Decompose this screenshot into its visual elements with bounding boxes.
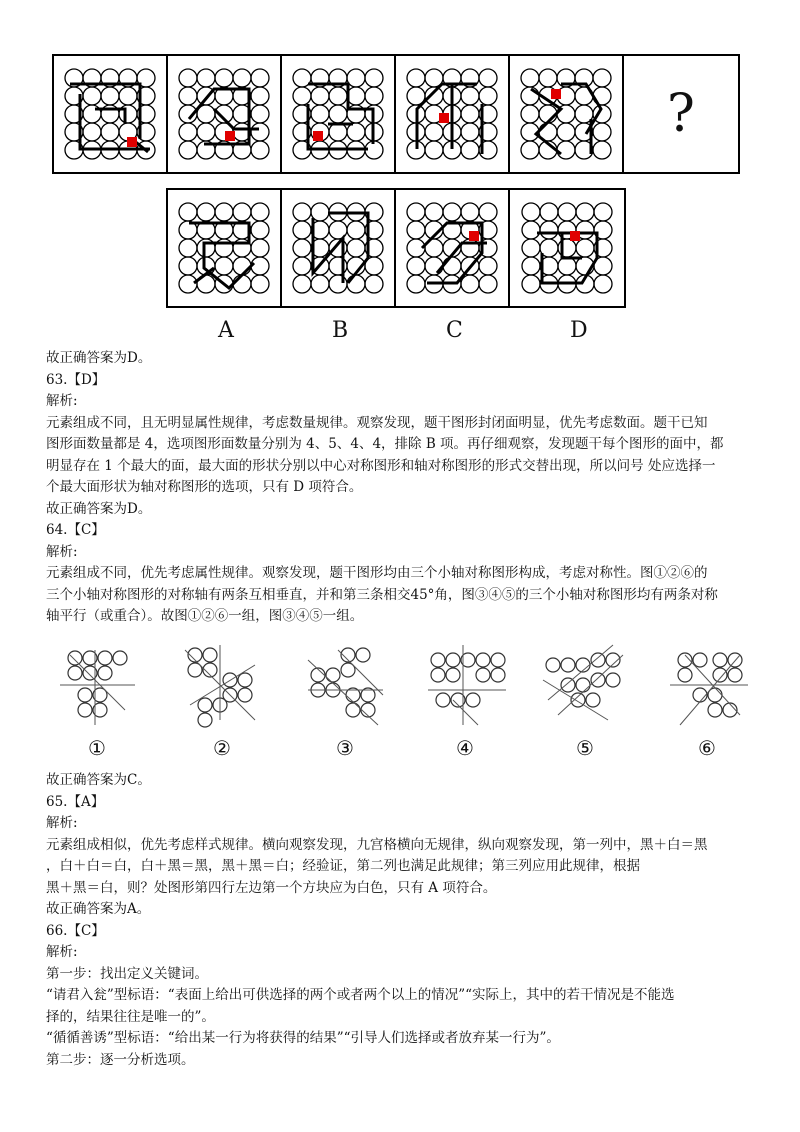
cluster-circle [693, 653, 707, 667]
grid-circle [521, 69, 539, 87]
grid-circle [197, 69, 215, 87]
grid-circle [311, 87, 329, 105]
grid-circle [425, 87, 443, 105]
grid-circle [293, 275, 311, 293]
symmetry-figure-1 [50, 640, 140, 760]
answer-line: 故正确答案为C。 [46, 772, 151, 788]
red-dot [439, 113, 449, 123]
grid-circle [179, 123, 197, 141]
analysis-text: 第一步：找出定义关键词。 [46, 965, 208, 982]
symmetry-figure-2 [175, 640, 265, 760]
grid-circle [425, 141, 443, 159]
grid-circle [329, 87, 347, 105]
analysis-text: 三个小轴对称图形的对称轴有两条互相垂直，并和第三条相交45°角，图③④⑤的三个小轴对称图形均有两条对称 [46, 586, 718, 603]
cluster-circle [198, 713, 212, 727]
cluster-circle [586, 693, 600, 707]
grid-circle [576, 203, 594, 221]
grid-circle [558, 257, 576, 275]
cluster-circle [238, 688, 252, 702]
analysis-text: 轴平行（或重合）。故图①②⑥一组，图③④⑤一组。 [46, 608, 364, 624]
explanation-block-2 [46, 770, 766, 1071]
grid-circle [522, 275, 540, 293]
grid-circle [293, 221, 311, 239]
cluster-circle [356, 648, 370, 662]
cluster-circle [693, 688, 707, 702]
grid-circle [329, 123, 347, 141]
grid-circle [83, 123, 101, 141]
grid-circle [347, 69, 365, 87]
cluster-circle [591, 673, 605, 687]
grid-circle [251, 69, 269, 87]
cluster-circle [198, 698, 212, 712]
grid-circle [461, 275, 479, 293]
grid-circle [365, 275, 383, 293]
question-number: 66.【C】 [46, 922, 105, 939]
grid-circle [251, 239, 269, 257]
option-label-c: C [446, 318, 463, 343]
red-dot [551, 89, 561, 99]
grid-circle [407, 221, 425, 239]
grid-circle [179, 141, 197, 159]
grid-circle [540, 203, 558, 221]
grid-circle [576, 239, 594, 257]
grid-circle [521, 141, 539, 159]
grid-circle [407, 275, 425, 293]
figure-line [313, 213, 368, 283]
analysis-text: 图形面数量都是 4，选项图形面数量分别为 4、5、4、4，排除 B 项。再仔细观察，发现题干每个图形的面中，都 [46, 436, 724, 452]
grid-circle [197, 203, 215, 221]
grid-circle [233, 257, 251, 275]
option-label-b: B [332, 318, 349, 343]
grid-circle [461, 203, 479, 221]
grid-circle [179, 87, 197, 105]
grid-circle [461, 123, 479, 141]
grid-circle [540, 221, 558, 239]
analysis-text: ，白＋白＝白，白＋黑＝黑，黑＋黑＝白；经验证，第二列也满足此规律；第三列应用此规律，根据 [46, 858, 640, 874]
grid-circle [425, 257, 443, 275]
question-figure-4 [396, 56, 510, 172]
grid-circle [557, 141, 575, 159]
option-label-a: A [218, 318, 234, 343]
figure-label-1: ① [88, 736, 106, 760]
red-dot [127, 137, 137, 147]
explanation-block-1 [46, 348, 766, 628]
symmetry-figure-5 [538, 640, 628, 760]
cluster-circle [466, 693, 480, 707]
symmetry-figure-4 [418, 640, 508, 760]
grid-circle [521, 105, 539, 123]
grid-circle [215, 257, 233, 275]
analysis-heading: 解析: [46, 944, 78, 960]
cluster-circle [491, 668, 505, 682]
grid-circle [233, 69, 251, 87]
grid-circle [443, 203, 461, 221]
grid-circle [251, 257, 269, 275]
analysis-text: 择的，结果往往是唯一的”。 [46, 1008, 215, 1025]
cluster-circle [238, 673, 252, 687]
grid-circle [251, 87, 269, 105]
option-label-d: D [570, 318, 588, 343]
red-dot [313, 131, 323, 141]
option-figure-a [168, 190, 282, 306]
option-figure-b [282, 190, 396, 306]
question-figure-2 [168, 56, 282, 172]
answer-line: 故正确答案为D。 [46, 500, 152, 517]
grid-circle [365, 87, 383, 105]
grid-circle [479, 257, 497, 275]
red-dot [469, 231, 479, 241]
cluster-circle [446, 668, 460, 682]
cluster-circle [78, 703, 92, 717]
cluster-circle [446, 653, 460, 667]
grid-circle [594, 275, 612, 293]
cluster-circle [113, 651, 127, 665]
grid-circle [479, 203, 497, 221]
question-number: 64.【C】 [46, 522, 105, 538]
figure-label-4: ④ [456, 736, 474, 760]
grid-circle [522, 221, 540, 239]
grid-circle [461, 87, 479, 105]
grid-circle [539, 69, 557, 87]
cluster-circle [431, 653, 445, 667]
red-dot [570, 231, 580, 241]
grid-circle [83, 87, 101, 105]
grid-circle [593, 123, 611, 141]
grid-circle [425, 123, 443, 141]
grid-circle [443, 257, 461, 275]
grid-circle [251, 141, 269, 159]
grid-circle [293, 203, 311, 221]
cluster-circle [326, 668, 340, 682]
cluster-circle [713, 653, 727, 667]
grid-circle [347, 275, 365, 293]
option-figure-d [510, 190, 624, 306]
option-figure-c [396, 190, 510, 306]
grid-circle [425, 203, 443, 221]
analysis-text: 元素组成不同，且无明显属性规律，考虑数量规律。观察发现，题干图形封闭面明显，优先考虑数面。题干已知 [46, 414, 708, 431]
grid-circle [251, 123, 269, 141]
analysis-text: “循循善诱”型标语：“给出某一行为将获得的结果”“引导人们选择或者放弃某一行为”。 [46, 1030, 560, 1046]
grid-circle [119, 87, 137, 105]
cluster-circle [546, 658, 560, 672]
grid-circle [251, 221, 269, 239]
cluster-circle [708, 703, 722, 717]
cluster-circle [678, 668, 692, 682]
grid-circle [347, 123, 365, 141]
question-number: 63.【D】 [46, 371, 106, 388]
grid-circle [311, 275, 329, 293]
cluster-circle [98, 666, 112, 680]
symmetry-figure-6 [660, 640, 750, 760]
grid-circle [407, 69, 425, 87]
analysis-heading: 解析: [46, 543, 78, 560]
cluster-circle [476, 653, 490, 667]
cluster-circle [728, 668, 742, 682]
grid-circle [251, 275, 269, 293]
analysis-heading: 解析: [46, 393, 78, 409]
cluster-circle [713, 668, 727, 682]
figure-line [189, 223, 254, 288]
symmetry-figure-3 [298, 640, 388, 760]
figure-label-2: ② [213, 736, 231, 760]
cluster-circle [591, 653, 605, 667]
grid-circle [233, 203, 251, 221]
grid-circle [251, 203, 269, 221]
figure-label-3: ③ [336, 736, 354, 760]
symmetry-figure-row [40, 640, 760, 760]
analysis-text: 明显存在 1 个最大的面，最大面的形状分别以中心对称图形和轴对称图形的形式交替出现，所以问号 处应选择一 [46, 457, 716, 474]
figure-label-6: ⑥ [698, 736, 716, 760]
answer-line: 故正确答案为A。 [46, 901, 151, 917]
grid-circle [179, 203, 197, 221]
analysis-text: 个最大面形状为轴对称图形的选项，只有 D 项符合。 [46, 479, 363, 495]
grid-circle [521, 87, 539, 105]
grid-circle [522, 203, 540, 221]
grid-circle [522, 239, 540, 257]
cluster-circle [361, 703, 375, 717]
grid-circle [197, 123, 215, 141]
question-figure-1 [54, 56, 168, 172]
cluster-circle [436, 693, 450, 707]
grid-circle [329, 105, 347, 123]
grid-circle [347, 239, 365, 257]
grid-circle [179, 239, 197, 257]
question-number: 65.【A】 [46, 793, 105, 810]
grid-circle [461, 105, 479, 123]
analysis-text: 第二步：逐一分析选项。 [46, 1051, 195, 1068]
cluster-circle [491, 653, 505, 667]
cluster-circle [68, 666, 82, 680]
grid-circle [461, 141, 479, 159]
grid-circle [347, 87, 365, 105]
grid-circle [179, 257, 197, 275]
cluster-circle [346, 703, 360, 717]
grid-circle [365, 69, 383, 87]
grid-circle [179, 275, 197, 293]
grid-circle [293, 87, 311, 105]
analysis-text: 元素组成相似，优先考虑样式规律。横向观察发现，九宫格横向无规律，纵向观察发现，第一列中，黑＋白＝黑 [46, 836, 708, 853]
analysis-heading: 解析: [46, 815, 78, 831]
figure-label-5: ⑤ [576, 736, 594, 760]
cluster-circle [78, 688, 92, 702]
grid-circle [593, 69, 611, 87]
grid-circle [479, 69, 497, 87]
grid-circle [407, 203, 425, 221]
grid-circle [215, 203, 233, 221]
cluster-circle [561, 678, 575, 692]
cluster-circle [431, 668, 445, 682]
cluster-circle [68, 651, 82, 665]
grid-circle [407, 257, 425, 275]
grid-circle [293, 257, 311, 275]
analysis-text: 元素组成不同，优先考虑属性规律。观察发现，题干图形均由三个小轴对称图形构成，考虑对称性。图①②⑥的 [46, 565, 708, 581]
cluster-circle [203, 648, 217, 662]
grid-circle [293, 239, 311, 257]
question-mark-cell [624, 56, 738, 172]
red-dot [225, 131, 235, 141]
grid-circle [594, 203, 612, 221]
answer-line: 故正确答案为D。 [46, 350, 152, 366]
cluster-circle [311, 668, 325, 682]
grid-circle [593, 141, 611, 159]
grid-circle [479, 275, 497, 293]
cluster-circle [476, 668, 490, 682]
figure-line [189, 89, 259, 144]
grid-circle [215, 69, 233, 87]
analysis-text: “请君入瓮”型标语：“表面上给出可供选择的两个或者两个以上的情况”“实际上，其中的若干情况是不能选 [46, 987, 675, 1003]
grid-circle [311, 105, 329, 123]
cluster-circle [561, 658, 575, 672]
cluster-circle [576, 678, 590, 692]
cluster-circle [606, 673, 620, 687]
grid-circle [251, 105, 269, 123]
question-figure-row [52, 54, 740, 174]
grid-circle [233, 275, 251, 293]
cluster-circle [98, 651, 112, 665]
grid-circle [522, 257, 540, 275]
grid-circle [479, 87, 497, 105]
question-mark: ? [667, 84, 695, 144]
grid-circle [101, 123, 119, 141]
grid-circle [557, 123, 575, 141]
option-figure-row [166, 188, 626, 308]
grid-circle [347, 221, 365, 239]
question-figure-3 [282, 56, 396, 172]
analysis-text: 黑＋黑＝白，则？处图形第四行左边第一个方块应为白色，只有 A 项符合。 [46, 879, 497, 896]
grid-circle [179, 69, 197, 87]
grid-circle [101, 87, 119, 105]
grid-circle [558, 203, 576, 221]
question-figure-5 [510, 56, 624, 172]
